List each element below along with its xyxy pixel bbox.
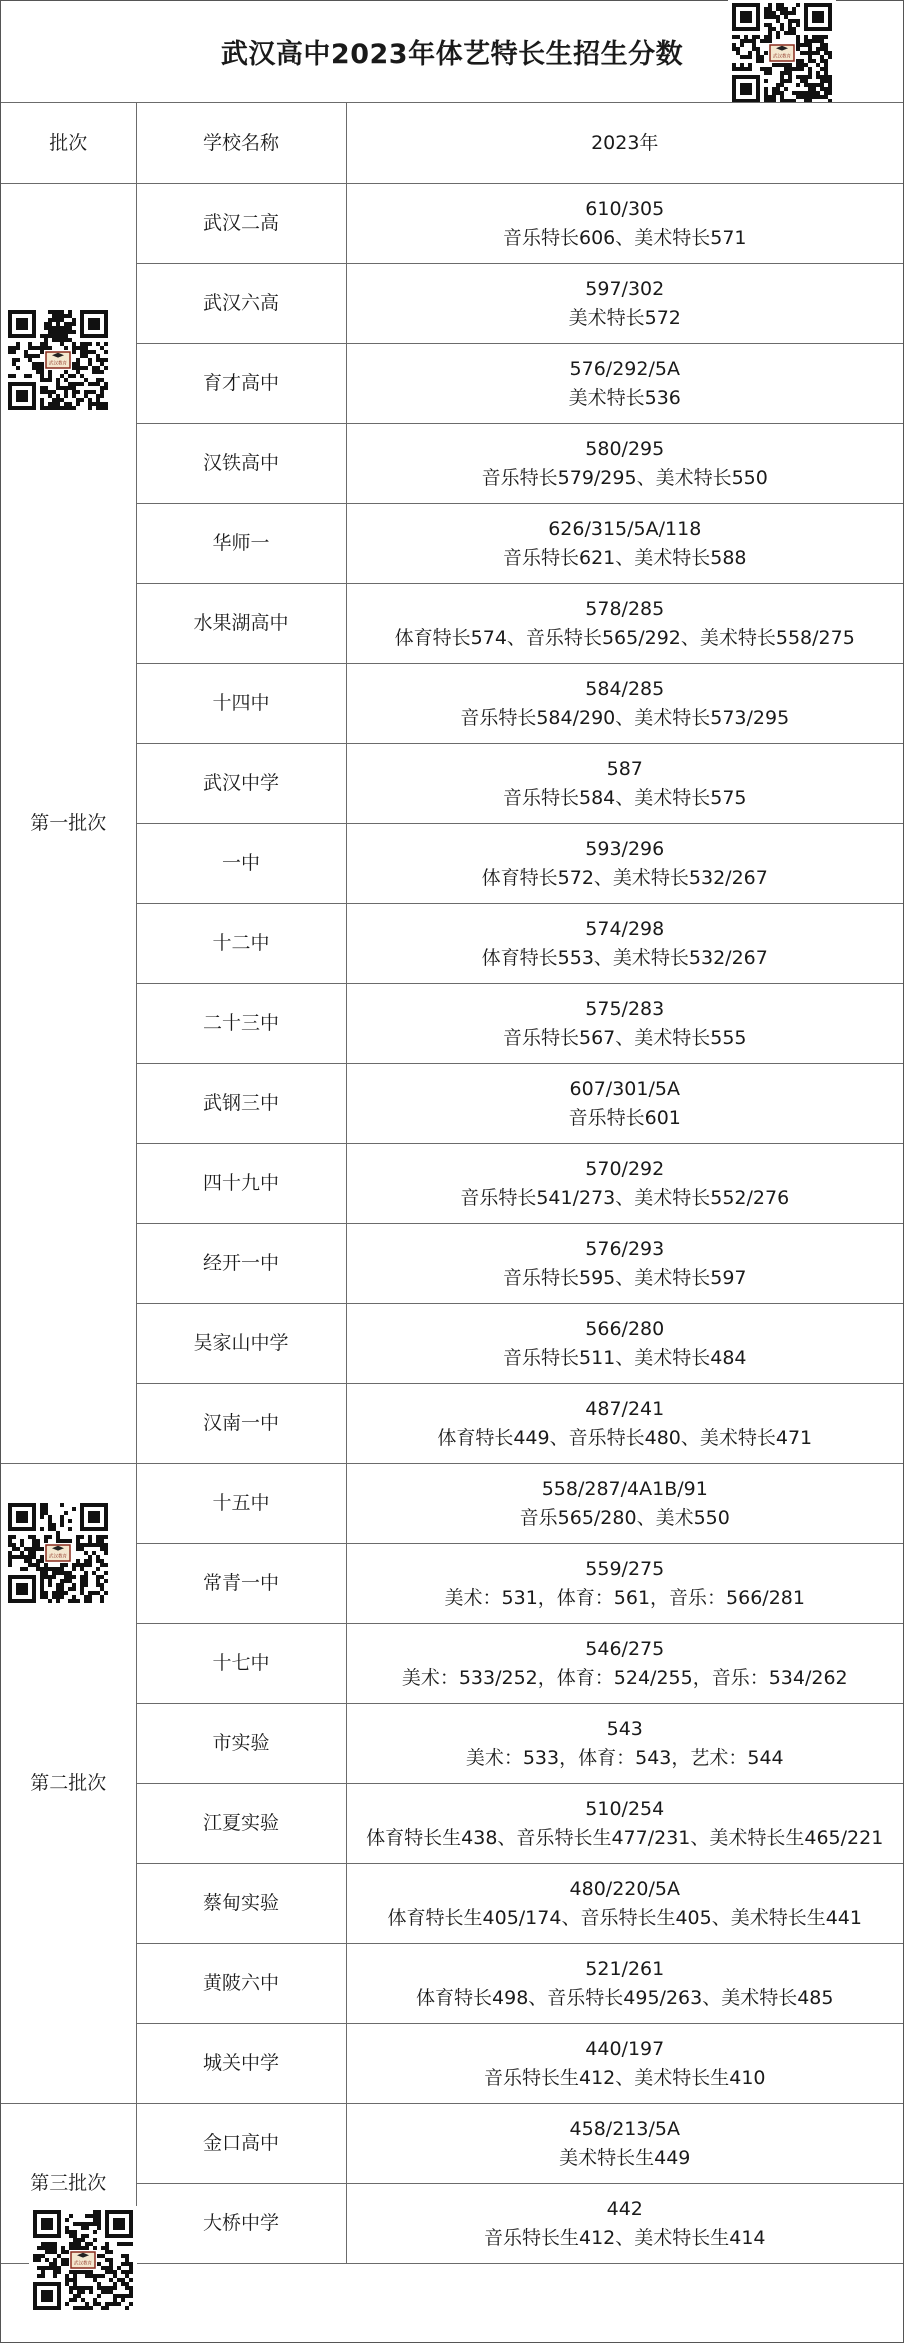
score-cell bbox=[346, 824, 903, 904]
score-main: 607/301/5A bbox=[569, 1077, 680, 1100]
table-row bbox=[1, 904, 903, 984]
score-main: 575/283 bbox=[585, 997, 665, 1020]
table-header-row bbox=[1, 103, 903, 184]
score-cell bbox=[346, 1864, 903, 1944]
score-cell bbox=[346, 744, 903, 824]
school-name: 大桥中学 bbox=[136, 2184, 346, 2264]
score-main: 578/285 bbox=[585, 597, 665, 620]
school-name: 汉铁高中 bbox=[136, 424, 346, 504]
score-cell bbox=[346, 584, 903, 664]
score-detail: 音乐特长606、美术特长571 bbox=[502, 226, 747, 249]
table-row bbox=[1, 504, 903, 584]
score-cell bbox=[346, 1064, 903, 1144]
score-main: 574/298 bbox=[585, 917, 665, 940]
score-main: 587 bbox=[606, 757, 643, 780]
title-row bbox=[1, 1, 903, 103]
score-detail: 体育特长生438、音乐特长生477/231、美术特长生465/221 bbox=[366, 1826, 884, 1849]
table-row bbox=[1, 344, 903, 424]
page-title: 武汉高中2023年体艺特长生招生分数 bbox=[220, 39, 684, 70]
school-name: 育才高中 bbox=[136, 344, 346, 424]
score-main: 580/295 bbox=[585, 437, 665, 460]
batch-label: 第三批次 bbox=[1, 2104, 136, 2264]
score-cell bbox=[346, 184, 903, 264]
score-main: 558/287/4A1B/91 bbox=[541, 1477, 708, 1500]
school-name: 武汉二高 bbox=[136, 184, 346, 264]
table-row bbox=[1, 1864, 903, 1944]
score-main: 593/296 bbox=[585, 837, 665, 860]
table-row bbox=[1, 1544, 903, 1624]
batch-label: 第一批次 bbox=[1, 184, 136, 1464]
qr-code-icon bbox=[4, 1499, 112, 1607]
table-row bbox=[1, 584, 903, 664]
score-table bbox=[1, 102, 903, 2267]
school-name: 黄陂六中 bbox=[136, 1944, 346, 2024]
school-name: 吴家山中学 bbox=[136, 1304, 346, 1384]
score-main: 546/275 bbox=[585, 1637, 665, 1660]
score-main: 510/254 bbox=[585, 1797, 665, 1820]
school-name: 武钢三中 bbox=[136, 1064, 346, 1144]
table-row bbox=[1, 2024, 903, 2104]
score-detail: 音乐特长579/295、美术特长550 bbox=[481, 466, 768, 489]
score-detail: 体育特长生405/174、音乐特长生405、美术特长生441 bbox=[387, 1906, 862, 1929]
school-name: 金口高中 bbox=[136, 2104, 346, 2184]
qr-code-batch-2 bbox=[4, 1499, 112, 1607]
school-name: 四十九中 bbox=[136, 1144, 346, 1224]
qr-logo-text: 武汉教育 bbox=[773, 54, 791, 60]
score-detail: 音乐特长生412、美术特长生410 bbox=[483, 2066, 766, 2089]
school-name: 经开一中 bbox=[136, 1224, 346, 1304]
score-detail: 音乐特长511、美术特长484 bbox=[502, 1346, 747, 1369]
score-cell bbox=[346, 1784, 903, 1864]
table-row bbox=[1, 1464, 903, 1544]
table-row bbox=[1, 184, 903, 264]
table-row bbox=[1, 984, 903, 1064]
table-row bbox=[1, 1704, 903, 1784]
table-row bbox=[1, 1624, 903, 1704]
table-row bbox=[1, 424, 903, 504]
school-name: 江夏实验 bbox=[136, 1784, 346, 1864]
school-name: 常青一中 bbox=[136, 1544, 346, 1624]
school-name: 武汉中学 bbox=[136, 744, 346, 824]
score-cell bbox=[346, 424, 903, 504]
score-cell bbox=[346, 1304, 903, 1384]
score-main: 626/315/5A/118 bbox=[548, 517, 702, 540]
score-detail: 音乐特长584、美术特长575 bbox=[502, 786, 747, 809]
qr-logo-text: 武汉教育 bbox=[49, 361, 67, 367]
score-table-body bbox=[1, 103, 903, 2267]
table-row bbox=[1, 1304, 903, 1384]
score-detail: 音乐特长584/290、美术特长573/295 bbox=[460, 706, 790, 729]
table-row bbox=[1, 1944, 903, 2024]
batch-label: 第二批次 bbox=[1, 1464, 136, 2104]
school-name: 十四中 bbox=[136, 664, 346, 744]
school-name: 蔡甸实验 bbox=[136, 1864, 346, 1944]
qr-code-icon bbox=[728, 0, 836, 107]
school-name: 水果湖高中 bbox=[136, 584, 346, 664]
score-cell bbox=[346, 2184, 903, 2264]
table-row bbox=[1, 1064, 903, 1144]
score-detail: 音乐特长567、美术特长555 bbox=[502, 1026, 747, 1049]
school-name: 十七中 bbox=[136, 1624, 346, 1704]
qr-code-icon bbox=[29, 2206, 137, 2314]
school-name: 市实验 bbox=[136, 1704, 346, 1784]
table-row bbox=[1, 1144, 903, 1224]
score-detail: 美术：533/252，体育：524/255，音乐：534/262 bbox=[401, 1666, 848, 1689]
header-school: 学校名称 bbox=[136, 103, 346, 184]
score-main: 559/275 bbox=[585, 1557, 665, 1580]
table-row bbox=[1, 744, 903, 824]
score-main: 487/241 bbox=[585, 1397, 665, 1420]
school-name: 华师一 bbox=[136, 504, 346, 584]
table-row bbox=[1, 1784, 903, 1864]
table-row bbox=[1, 1384, 903, 1464]
score-cell bbox=[346, 1544, 903, 1624]
school-name: 汉南一中 bbox=[136, 1384, 346, 1464]
header-batch: 批次 bbox=[1, 103, 136, 184]
qr-logo-text: 武汉教育 bbox=[74, 2261, 92, 2267]
qr-code-batch-1 bbox=[4, 306, 112, 414]
score-detail: 体育特长498、音乐特长495/263、美术特长485 bbox=[416, 1986, 834, 2009]
school-name: 十二中 bbox=[136, 904, 346, 984]
table-row bbox=[1, 2104, 903, 2184]
score-main: 610/305 bbox=[585, 197, 665, 220]
header-year: 2023年 bbox=[346, 103, 903, 184]
score-detail: 音乐特长541/273、美术特长552/276 bbox=[460, 1186, 790, 1209]
score-main: 576/293 bbox=[585, 1237, 665, 1260]
score-cell bbox=[346, 504, 903, 584]
score-main: 576/292/5A bbox=[569, 357, 680, 380]
score-cell bbox=[346, 344, 903, 424]
qr-logo-text: 武汉教育 bbox=[49, 1554, 67, 1560]
school-name: 武汉六高 bbox=[136, 264, 346, 344]
score-detail: 音乐特长595、美术特长597 bbox=[502, 1266, 747, 1289]
score-main: 442 bbox=[606, 2197, 643, 2220]
score-detail: 美术：533，体育：543，艺术：544 bbox=[465, 1746, 784, 1769]
table-row bbox=[1, 264, 903, 344]
score-main: 566/280 bbox=[585, 1317, 665, 1340]
score-detail: 音乐特长621、美术特长588 bbox=[502, 546, 747, 569]
score-detail: 体育特长553、美术特长532/267 bbox=[481, 946, 768, 969]
score-detail: 音乐特长601 bbox=[568, 1106, 681, 1129]
school-name: 十五中 bbox=[136, 1464, 346, 1544]
score-cell bbox=[346, 904, 903, 984]
table-row bbox=[1, 824, 903, 904]
score-detail: 音乐特长生412、美术特长生414 bbox=[483, 2226, 766, 2249]
score-main: 458/213/5A bbox=[569, 2117, 680, 2140]
school-name: 城关中学 bbox=[136, 2024, 346, 2104]
score-cell bbox=[346, 1384, 903, 1464]
score-detail: 美术特长536 bbox=[568, 386, 681, 409]
score-detail: 美术特长572 bbox=[568, 306, 681, 329]
score-detail: 体育特长449、音乐特长480、美术特长471 bbox=[437, 1426, 813, 1449]
score-cell bbox=[346, 1704, 903, 1784]
score-main: 570/292 bbox=[585, 1157, 665, 1180]
score-cell bbox=[346, 1624, 903, 1704]
score-main: 521/261 bbox=[585, 1957, 665, 1980]
school-name: 一中 bbox=[136, 824, 346, 904]
score-main: 480/220/5A bbox=[569, 1877, 680, 1900]
score-main: 543 bbox=[606, 1717, 643, 1740]
score-detail: 体育特长574、音乐特长565/292、美术特长558/275 bbox=[394, 626, 855, 649]
score-cell bbox=[346, 984, 903, 1064]
table-row bbox=[1, 1224, 903, 1304]
score-detail: 美术：531，体育：561，音乐：566/281 bbox=[444, 1586, 805, 1609]
school-name: 二十三中 bbox=[136, 984, 346, 1064]
score-detail: 美术特长生449 bbox=[559, 2146, 691, 2169]
score-cell bbox=[346, 264, 903, 344]
score-main: 440/197 bbox=[585, 2037, 665, 2060]
score-detail: 音乐565/280、美术550 bbox=[519, 1506, 730, 1529]
score-cell bbox=[346, 1144, 903, 1224]
qr-code-batch-3 bbox=[29, 2206, 137, 2314]
score-cell bbox=[346, 2104, 903, 2184]
score-cell bbox=[346, 1944, 903, 2024]
score-cell bbox=[346, 664, 903, 744]
score-cell bbox=[346, 1224, 903, 1304]
score-cell bbox=[346, 1464, 903, 1544]
table-row bbox=[1, 664, 903, 744]
score-main: 584/285 bbox=[585, 677, 665, 700]
score-cell bbox=[346, 2024, 903, 2104]
qr-code-icon bbox=[4, 306, 112, 414]
score-main: 597/302 bbox=[585, 277, 665, 300]
score-detail: 体育特长572、美术特长532/267 bbox=[481, 866, 768, 889]
